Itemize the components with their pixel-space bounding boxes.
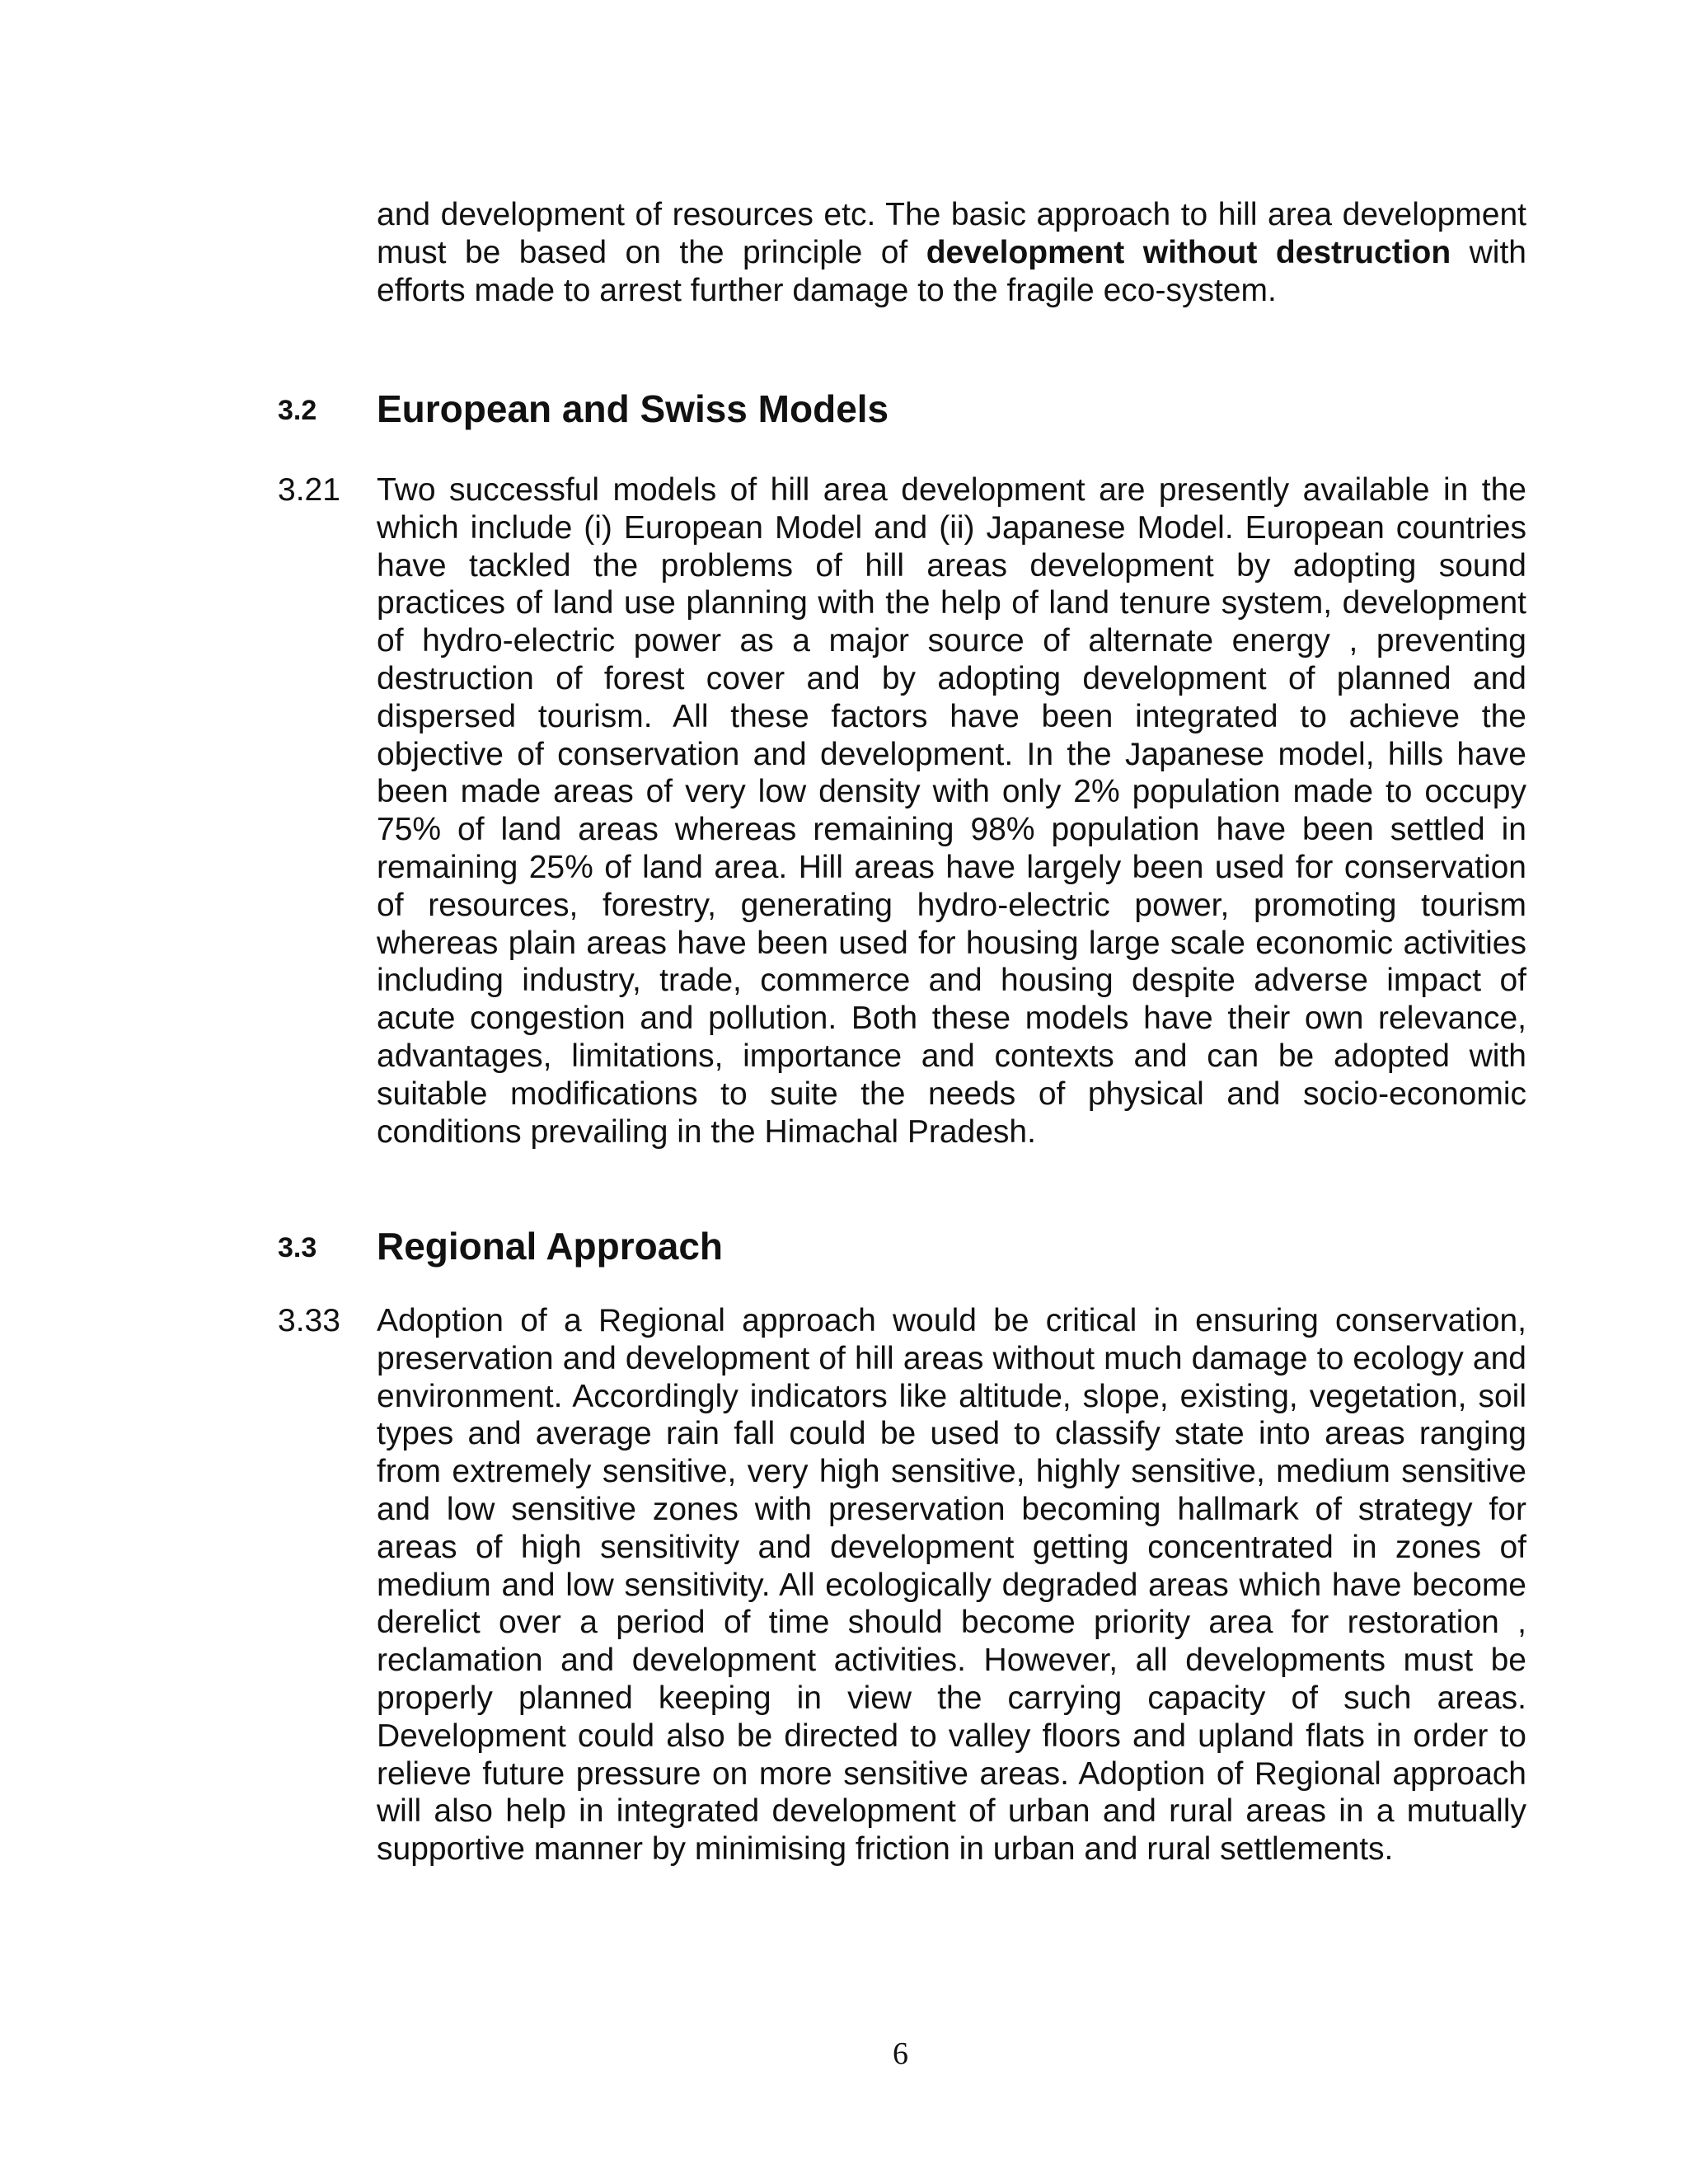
intro-text-before: and development of resources etc. The basic approach to hill area development must be based on the principle of (377, 197, 1526, 270)
paragraph-3-21: Two successful models of hill area development are presently available in the which include (i) European Model and (ii) Japanese Model. European countries have tackled the problems of hill areas development by adopting sound practices of land use planning with the help of land tenure system, development of hydro-electric power as a major source of alternate energy , preventing destruction of forest cover and by adopting development of planned and dispersed tourism. All these factors have been integrated to achieve the objective of conservation and development. In the Japanese model, hills have been made areas of very low density with only 2% population made to occupy 75% of land areas whereas remaining 98% population have been settled in remaining 25% of land area. Hill areas have largely been used for conservation of resources, forestry, generating hydro-electric power, promoting tourism whereas plain areas have been used for housing large scale economic activities including industry, trade, commerce and housing despite adverse impact of acute congestion and pollution. Both these models have their own relevance, advantages, limitations, importance and contexts and can be adopted with suitable modifications to suite the needs of physical and socio-economic conditions prevailing in the Himachal Pradesh. (377, 472, 1526, 1150)
paragraph-number-3-33: 3.33 (278, 1303, 340, 1338)
intro-paragraph (377, 196, 1526, 309)
intro-bold-phrase: development without destruction (926, 234, 1451, 270)
paragraph-3-33: Adoption of a Regional approach would be critical in ensuring conservation, preservation and development of hill areas without much damage to ecology and environment. Accordingly indicators like altitude, slope, existing, vegetation, soil types and average rain fall could be used to classify state into areas ranging from extremely sensitive, very high sensitive, highly sensitive, medium sensitive and low sensitive zones with preservation becoming hallmark of strategy for areas of high sensitivity and development getting concentrated in zones of medium and low sensitivity. All ecologically degraded areas which have become derelict over a period of time should become priority area for restoration , reclamation and development activities. However, all developments must be properly planned keeping in view the carrying capacity of such areas. Development could also be directed to valley floors and upland flats in order to relieve future pressure on more sensitive areas. Adoption of Regional approach will also help in integrated development of urban and rural areas in a mutually supportive manner by minimising friction in urban and rural settlements. (377, 1303, 1526, 1868)
intro-text-after: with efforts made to arrest further damage to the fragile eco-system. (377, 234, 1526, 308)
page-number: 6 (893, 2036, 908, 2071)
section-number-3-3: 3.3 (278, 1232, 317, 1263)
section-title-3-3: Regional Approach (377, 1225, 723, 1268)
section-title-3-2: European and Swiss Models (377, 387, 889, 430)
paragraph-number-3-21: 3.21 (278, 472, 340, 508)
section-number-3-2: 3.2 (278, 395, 317, 426)
